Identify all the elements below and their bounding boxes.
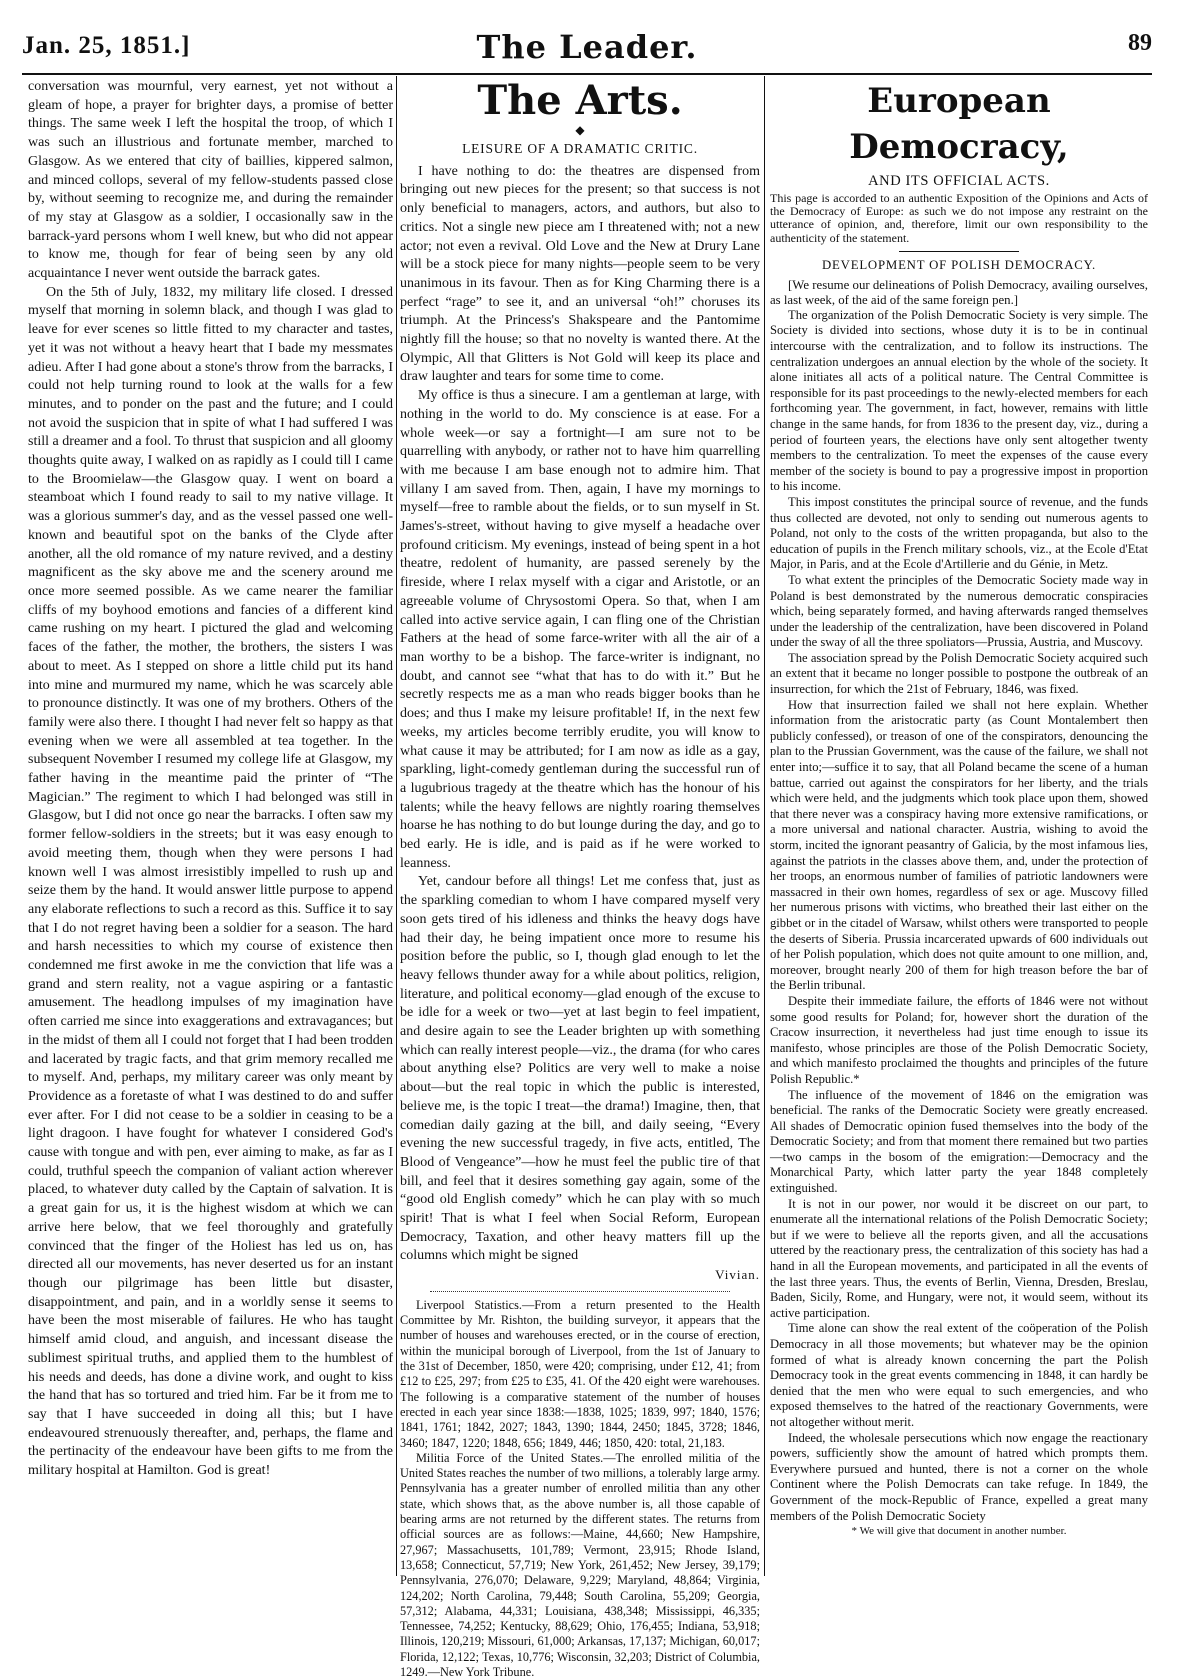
paragraph: This impost constitutes the principal source of revenue, and the funds thus collected are devoted, not only to sending out numerous agents to Poland, not only to the costs of the written propaganda, but also to the education of pupils in the French military schools, viz., at the Ecole d'Etat Major, in Paris, and at the Ecole d'Artillerie and du Génie, in Metz. <box>770 494 1148 572</box>
page-number: 89 <box>1128 30 1152 56</box>
section-title-arts: The Arts. <box>477 77 683 124</box>
news-note: Liverpool Statistics.—From a return presented to the Health Committee by Mr. Rishton, the building surveyor, it appears that the number of houses and warehouses erected, or in the course of erection, within the municipal borough of Liverpool, from the 1st of January to the 31st of December, 1850, were 420; comprising, under £12, 41; from £12 to £25, 297; from £25 to £35, 41. Of the 420 eight were warehouses. The following is a comparative statement of the number of houses erected in each year since 1838:—1838, 1025; 1839, 997; 1840, 1576; 1841, 1761; 1842, 2027; 1843, 1390; 1844, 2450; 1845, 3728; 1846, 3460; 1847, 1220; 1848, 656; 1849, 446; 1850, 420: total, 21,183. <box>400 1297 760 1450</box>
paragraph: conversation was mournful, very earnest, yet not without a gleam of hope, a prayer for brighter days, a promise of better things. The same week I left the hospital the troop, of which I was such an illustrious and fortunate member, marched to Glasgow. As we entered that city of baillies, kippered salmon, and minced collops, several of my fellow-students passed close by, without seeming to recognize me, and during the remainder of my stay at Glasgow as a soldier, I occasionally saw in the barrack-yard persons whom I well knew, but who did not appear to know me, though for fear of being seen by any old acquaintance I never went outside the barrack gates. <box>28 79 393 282</box>
signature: Vivian. <box>715 1267 760 1283</box>
section-subtitle: AND ITS OFFICIAL ACTS. <box>868 173 1050 189</box>
article-title-polish-democracy: DEVELOPMENT OF POLISH DEMOCRACY. <box>822 258 1096 273</box>
column-arts <box>400 77 760 1680</box>
paragraph: The association spread by the Polish Democratic Society acquired such an extent that it became no longer possible to postpone the outbreak of an insurrection, for which the 21st of February, 1846, was fixed. <box>770 650 1148 697</box>
column-memoir <box>28 78 393 1578</box>
issue-date: Jan. 25, 1851.] <box>22 32 191 59</box>
section-title-european-democracy: European Democracy, <box>849 81 1069 167</box>
paragraph: How that insurrection failed we shall not here explain. Whether information from the aristocratic party (as Count Montalembert then publicly confessed), or treason of one of the conspirators, denouncing the plan to the Prussian Government, was the cause of the failure, we shall not enter into;—suffice it to say, that all Poland became the scene of a human battue, carried out against the conspirators for her liberty, and the trials which were held, and the judgments which took place upon them, showed that there never was a conspiracy having more extensive ramifications, or a more universal and national character. Austria, wishing to avoid the storm, incited the ignorant peasantry of Galicia, by the most infamous lies, against the patriots in the classes above them, and, under the protection of her troops, an enormous number of families of patriotic landowners were massacred in their own homes, regardless of sex or age. Muscovy filled her numerous prisons with victims, who breathed their last either on the gibbet or in the citadel of Warsaw, whilst others were transported to people the deserts of Siberia. Prussia incarcerated upwards of 600 individuals out of her Polish population, which does not quite amount to one million, and, moreover, brought nearly 200 of them for high treason before the bar of the Berlin tribunal. <box>770 697 1148 993</box>
paragraph: Despite their immediate failure, the efforts of 1846 were not without some good results for Poland; for, however short the duration of the Cracow insurrection, it nevertheless had just time enough to issue its manifesto, whose principles are those of the Polish Democratic Society, and which manifesto proclaimed the thoughts and principles of the future Polish Republic.* <box>770 993 1148 1086</box>
paragraph: Time alone can show the real extent of the coöperation of the Polish Democracy in all those movements; but whatever may be the opinion formed of what is already known concerning the part the Polish Democracy took in the great events commencing in 1848, it can hardly be denied that the men who were equal to such emergencies, and who exposed themselves to the hatred of the reactionary Governments, were not altogether without merit. <box>770 1321 1148 1429</box>
ornament-divider: ◆ <box>575 123 585 137</box>
paragraph: To what extent the principles of the Democratic Society made way in Poland is best demonstrated by the numerous democratic conspiracies which, being separately formed, and having afterwards ranged themselves under the leadership of the centralization, have been discovered in Poland under the sway of all the three spoliators—Prussia, Austria, and Muscovy. <box>770 572 1148 650</box>
paragraph: It is not in our power, nor would it be discreet on our part, to enumerate all the international relations of the Polish Democratic Society; but if we were to believe all the reports given, and all the accusations uttered by the reactionary press, the centralization of this society has had a hand in all the European movements, and participated in all the events of the last three years. Thus, the events of Berlin, Vienna, Dresden, Breslau, Baden, Sicily, Rome, and Hungary, were not, it would seem, without its active participation. <box>770 1196 1148 1320</box>
short-rule <box>899 251 1019 252</box>
paragraph: On the 5th of July, 1832, my military life closed. I dressed myself that morning in solemn black, and though I was glad to leave for ever scenes so little fitted to my character and tastes, yet it was not without a heavy heart that I bade my messmates adieu. After I had gone about a stone's throw from the barracks, I could not help turning round to look at the walls for a few minutes, and to ponder on the past and the future; and I could not avoid the suspicion that in spite of what I had suffered I was still a dreamer and a fool. To thrust that suspicion and all gloomy thoughts quite away, I walked on as rapidly as I could till I came to the Broomielaw—the Glasgow quay. I went on board a steamboat which I found ready to sail to my native village. It was a glorious summer's day, and as the vessel passed one well-known and beautiful spot on the banks of the Clyde after another, all the old romance of my nature revived, and a destiny magnificent as the sky above me and the scenery around me once more seemed possible. As we came nearer the familiar cliffs of my boyhood emotions and fancies of a different kind came rushing on my heart. I pictured the glad and welcoming faces of the father, the mother, the brothers, the sisters I was about to meet. As I stepped on shore a little child put its hand into mine and murmured my name, which he was scarcely able to pronounce distinctly. It was one of my brothers. Others of the family were also there. I thought I had never felt so happy as that evening when we were all assembled at tea together. In the subsequent November I resumed my college life at Glasgow, my father having in the meantime paid the printer of “The Magician.” The regiment to which I had belonged was still in Glasgow, but I did not once go near the barracks. I often saw my former fellow-soldiers in the streets; but it was easy enough to avoid meeting them, though when they were persons I had known well I was almost irresistibly impelled to rush up and seize them by the hand. It would answer little purpose to append any elaborate reflections to such a record as this. Suffice it to say that I do not regret having been a soldier for a season. The hard and harsh necessities to which my course of existence then condemned me first awoke in me the conviction that life was a grand and stern reality, not a vague aspiring or a fantastic amusement. The headlong impulses of my imagination have often carried me since into exaggerations and extravagances; but in the midst of them all I could not forget that I had been trodden and lacerated by tragic facts, and that grim memory recalled me to myself. And, perhaps, my military career was only meant by Providence as a foretaste of what I was destined to do and suffer ever after. For I did not cease to be a soldier in ceasing to be a light dragoon. I have fought for whatever I considered God's cause with tongue and with pen, ever aiming to make, as far as I could, truthful speech the companion of valiant action wherever placed, to whatever duty called by the Captain of salvation. It is a great gain for us, it is the highest wisdom at which we can arrive here below, that we feel thoroughly and gratefully convinced that the finger of the Holiest has led us on, has directed all our movements, has never deserted us for an instant though our pilgrimage has been little but disaster, disappointment, and pain, and in a worldly sense it seems to have been the most miserable of failures. He who has taught himself amid cloud, and anguish, and incessant disease the sublimest spiritual truths, and applied them to the humblest of his needs and deeds, has done a divine work, and ought to kiss the hand that has so tortured and tried him. Far be it from me to say that I have succeeded in doing all this; but I have endeavoured strenuously thereafter, and, perhaps, the flame and the pertinacity of the endeavour have been gifts to me from the military hospital at Hamilton. God is great! <box>28 284 393 1479</box>
column-divider <box>396 76 397 1576</box>
intro-note: This page is accorded to an authentic Exposition of the Opinions and Acts of the Democracy of Europe: as such we do not impose any restraint on the utterance of opinion, and, therefore, limit our own responsibility to the authenticity of the statement. <box>770 190 1148 245</box>
lead-paragraph: [We resume our delineations of Polish Democracy, availing ourselves, as last week, of the aid of the same foreign pen.] <box>770 277 1148 307</box>
column-european-democracy <box>770 78 1148 1578</box>
article-title-dramatic-critic: LEISURE OF A DRAMATIC CRITIC. <box>462 141 698 156</box>
news-note: Militia Force of the United States.—The enrolled militia of the United States reaches the number of two millions, a tolerably large army. Pennsylvania has a greater number of enrolled militia than any other state, which shows that, as the above number is, all those capable of bearing arms are not returned by the different states. The returns from official sources are as follows:—Maine, 44,660; New Hampshire, 27,967; Massachusetts, 101,789; Vermont, 23,915; Rhode Island, 13,658; Connecticut, 57,719; New York, 261,452; New Jersey, 39,179; Pennsylvania, 276,070; Delaware, 9,229; Maryland, 48,864; Virginia, 124,202; North Carolina, 79,448; South Carolina, 55,209; Georgia, 57,312; Alabama, 44,331; Louisiana, 438,348; Mississippi, 46,335; Tennessee, 74,252; Kentucky, 88,629; Ohio, 176,455; Indiana, 53,918; Illinois, 120,219; Missouri, 61,000; Arkansas, 17,137; Michigan, 60,017; Florida, 12,122; Texas, 10,776; Wisconsin, 32,203; District of Columbia, 1249.—New York Tribune. <box>400 1450 760 1680</box>
paragraph: I have nothing to do: the theatres are dispensed from bringing out new pieces for the present; so that success is not only beneficial to managers, actors, and authors, but also to critics. Not a single new piece am I threatened with; not a new actor; not even a revival. Old Love and the New at Drury Lane will be a stock piece for many nights—people seem to be very unanimous in its favour. Then as for King Charming there is a perfect “rage” to see it, and an universal “oh!” choruses its triumph. At the Princess's Shakspeare and the Pantomime nightly fill the house; so that no novelty is wanted there. At the Olympic, All that Glitters is Not Gold will keep its place and draw laughter and tears for some time to come. <box>400 163 760 385</box>
section-rule <box>430 1291 730 1292</box>
paragraph: Yet, candour before all things! Let me confess that, just as the sparkling comedian to whom I have compared myself very soon gets tired of his idleness and thinks the heavy dogs have had their day, he being impatient once more to resume his position before the public, so I, though glad enough to let the heavy fellows thunder away for a while about politics, religion, literature, and political economy—glad enough of the excuse to be idle for a week or two—yet at last begin to feel impatient, and desire again to see the Leader brighten up with something which can really interest people—viz., the drama (for who cares about anything else? Politics are very well to make a noise about—but the real topic in which the public is interested, believe me, is the topic I treat—the drama!) Imagine, then, that comedian daily gazing at the bill, and daily seeing, “Every evening the new successful tragedy, in five acts, entitled, The Blood of Vengeance”—how he must feel the public tire of that bill, and feel that it desires something gay again, some of the “good old English comedy” which he can play with so much spirit! That is what I feel when Social Reform, European Democracy, Taxation, and other heavy matters fill up the columns which might be signed <box>400 874 760 1264</box>
paragraph: Indeed, the wholesale persecutions which now engage the reactionary powers, sufficiently show the amount of hatred which prompts them. Everywhere pursued and hunted, there is not a corner on the whole Continent where the Polish Democrats can take refuge. In 1849, the Government of the mock-Republic of France, expelled a great many members of the Polish Democratic Society <box>770 1430 1148 1523</box>
paragraph: The influence of the movement of 1846 on the emigration was beneficial. The ranks of the Democratic Society were greatly encreased. All shades of Democratic opinion fused themselves into the body of the Democratic Society; and from that moment there remained but two parties—two camps in the bosom of the emigration:—Democracy and the Monarchical Party, which latter party the year 1848 completely extinguished. <box>770 1087 1148 1196</box>
footnote: * We will give that document in another number. <box>851 1525 1067 1538</box>
column-divider <box>764 76 765 1576</box>
masthead-title: The Leader. <box>476 28 698 66</box>
page-header <box>22 28 1152 68</box>
paragraph: The organization of the Polish Democratic Society is very simple. The Society is divided into sections, whose duty it is to be in continual intercourse with the centralization, and to follow its instructions. The centralization undergoes an annual election by the whole of the society. It alone initiates all acts of a political nature. The Central Committee is responsible for its past proceedings to the newly-elected members for each forthcoming year. The government, in fact, however, remains with little change in the same hands, for from 1836 to the present day, viz., during a period of fourteen years, the elections have only sent altogether twenty members to the centralization. To meet the expenses of the cause every member of the society is bound to pay a progressive impost in proportion to his income. <box>770 307 1148 494</box>
paragraph: My office is thus a sinecure. I am a gentleman at large, with nothing in the world to do. My conscience is at ease. For a whole week—or say a fortnight—I am sure not to be quarrelling with anybody, or rather not to have him quarrelling with me because I am base enough not to admire him. That villany I am saved from. Then, again, I have my mornings to myself—free to ramble about the fields, or to sun myself in St. James's-street, without having to give myself a headache over profound criticism. My evenings, instead of being spent in a hot theatre, redolent of humanity, are passed serenely by the fireside, where I relax myself with a cigar and Aristotle, or an agreeable volume of Chrysostomi Opera. So that, when I am called into active service again, I can fling one of the Christian Fathers at the head of some farce-writer with all the air of a man worthy to be a bishop. The farce-writer is indignant, no doubt, and cannot see “what that has to do with it.” But he secretly respects me as a man who reads bigger books than he does; and thus I make my leisure profitable! If, in the next few weeks, my articles become terribly erudite, you will know to what cause it may be attributed; for I am now as idle as a gay, sparkling, light-comedy gentleman during the successful run of a lugubrious tragedy at the theatre which has the honour of his talents; while the heavy fellows are nightly roaring themselves hoarse he has nothing to do but lounge during the day, and go to bed early. He is idle, and is paid as if he were worked to leanness. <box>400 388 760 871</box>
header-rule <box>22 73 1152 75</box>
